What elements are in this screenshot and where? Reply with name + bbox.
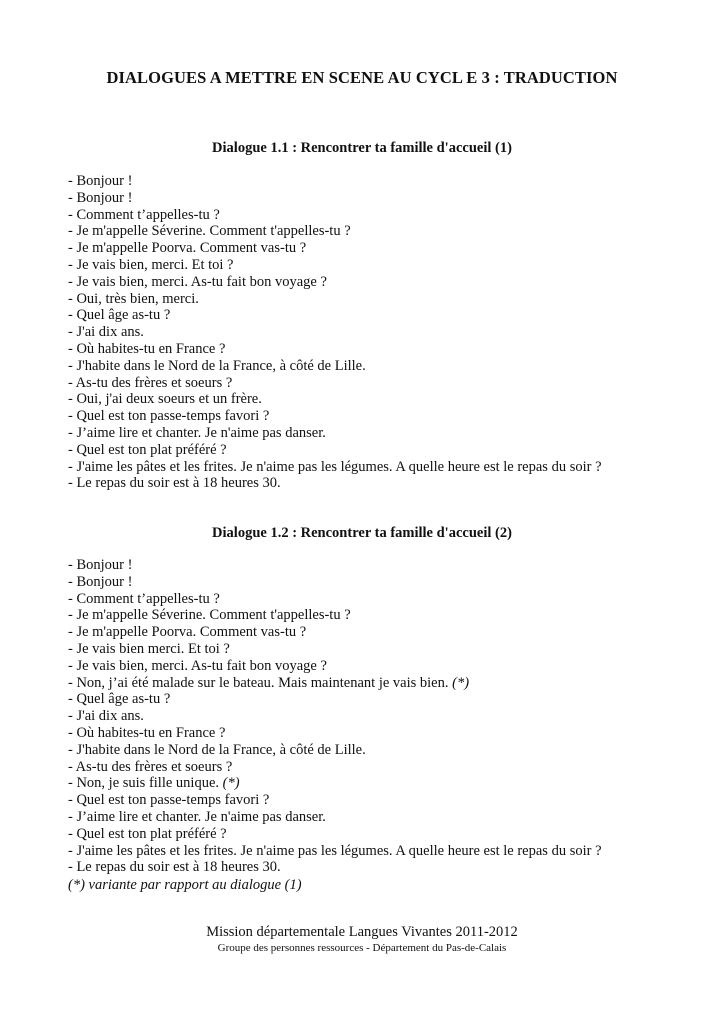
dialogue-line: [68, 591, 668, 608]
dialogue-2-lines: [68, 557, 668, 876]
dialogue-line: [68, 240, 668, 257]
dialogue-line: [68, 274, 668, 291]
dialogue-line: [68, 792, 668, 809]
dialogue-line-text: - Quel est ton plat préféré ?: [68, 441, 227, 458]
dialogue-line-text: - Où habites-tu en France ?: [68, 340, 226, 357]
dialogue-line-text: - Bonjour !: [68, 557, 133, 573]
dialogue-line-text: - Quel âge as-tu ?: [68, 691, 171, 708]
dialogue-line: [68, 190, 668, 207]
dialogue-line-text: - Quel est ton plat préféré ?: [68, 825, 227, 842]
dialogue-line: [68, 358, 668, 375]
dialogue-line: [68, 691, 668, 708]
variant-marker: (*): [222, 775, 240, 792]
dialogue-line-text: - Je vais bien, merci. Et toi ?: [68, 256, 234, 273]
dialogue-line: [68, 574, 668, 591]
dialogue-line: [68, 173, 668, 190]
dialogue-1-lines: [68, 173, 668, 492]
dialogue-line: [68, 775, 668, 792]
dialogue-line-text: - J'ai dix ans.: [68, 708, 144, 725]
footer-organization: Mission départementale Langues Vivantes 2011-2012: [206, 924, 518, 940]
dialogue-line: [68, 459, 668, 476]
dialogue-line-text: - J'habite dans le Nord de la France, à côté de Lille.: [68, 357, 366, 374]
dialogue-line: [68, 475, 668, 492]
dialogue-line-text: - Bonjour !: [68, 189, 133, 206]
dialogue-line: [68, 809, 668, 826]
dialogue-line-text: - J’aime lire et chanter. Je n'aime pas danser.: [68, 424, 326, 441]
dialogue-line-text: - Je vais bien merci. Et toi ?: [68, 640, 230, 657]
dialogue-line: [68, 708, 668, 725]
dialogue-line: [68, 375, 668, 392]
dialogue-line-text: - Où habites-tu en France ?: [68, 724, 226, 741]
dialogue-line: [68, 442, 668, 459]
page-title: DIALOGUES A METTRE EN SCENE AU CYCL E 3 : TRADUCTION: [106, 68, 618, 87]
dialogue-line-text: - As-tu des frères et soeurs ?: [68, 374, 233, 391]
dialogue-line: [68, 408, 668, 425]
dialogue-line: [68, 291, 668, 308]
variant-marker: (*): [452, 674, 470, 691]
footer-group: Groupe des personnes ressources - Département du Pas-de-Calais: [217, 942, 507, 954]
dialogue-line-text: - Le repas du soir est à 18 heures 30.: [68, 475, 281, 492]
dialogue-line: [68, 341, 668, 358]
dialogue-line: [68, 658, 668, 675]
dialogue-line-text: - J'aime les pâtes et les frites. Je n'aime pas les légumes. A quelle heure est le repas du soir ?: [68, 842, 602, 859]
dialogue-line: [68, 843, 668, 860]
dialogue-line: [68, 391, 668, 408]
dialogue-line: [68, 557, 668, 574]
dialogue-line-text: - As-tu des frères et soeurs ?: [68, 758, 233, 775]
dialogue-line-text: - Quel âge as-tu ?: [68, 307, 171, 324]
dialogue-line: [68, 425, 668, 442]
dialogue-line-text: - Comment t’appelles-tu ?: [68, 590, 220, 607]
dialogue-line-text: - Je vais bien, merci. As-tu fait bon voyage ?: [68, 657, 327, 674]
dialogue-line: [68, 641, 668, 658]
dialogue-line-text: - Je m'appelle Séverine. Comment t'appelles-tu ?: [68, 223, 351, 240]
dialogue-line-text: - Bonjour !: [68, 573, 133, 590]
dialogue-line: [68, 742, 668, 759]
dialogue-line: [68, 207, 668, 224]
dialogue-line-text: - Oui, j'ai deux soeurs et un frère.: [68, 391, 262, 408]
dialogue-line-text: - Quel est ton passe-temps favori ?: [68, 792, 270, 809]
dialogue-line: [68, 324, 668, 341]
dialogue-line: [68, 859, 668, 876]
dialogue-line: [68, 725, 668, 742]
dialogue-line-text: - J'habite dans le Nord de la France, à côté de Lille.: [68, 741, 366, 758]
dialogue-line-text: - Le repas du soir est à 18 heures 30.: [68, 859, 281, 876]
dialogue-line: [68, 759, 668, 776]
dialogue-line-text: - Bonjour !: [68, 173, 133, 189]
dialogue-line-text: - Non, j’ai été malade sur le bateau. Mais maintenant je vais bien.: [68, 674, 449, 691]
dialogue-line-text: - J'ai dix ans.: [68, 324, 144, 341]
dialogue-line-text: - Comment t’appelles-tu ?: [68, 206, 220, 223]
dialogue-line: [68, 257, 668, 274]
dialogue-line-text: - Je m'appelle Poorva. Comment vas-tu ?: [68, 240, 307, 257]
dialogue-line: [68, 307, 668, 324]
dialogue-line-text: - Oui, très bien, merci.: [68, 290, 199, 307]
dialogue-line: [68, 607, 668, 624]
dialogue-line-text: - Non, je suis fille unique.: [68, 775, 220, 792]
dialogue-line: [68, 624, 668, 641]
dialogue-line: [68, 826, 668, 843]
dialogue-line-text: - J’aime lire et chanter. Je n'aime pas danser.: [68, 808, 326, 825]
dialogue-line-text: - Je m'appelle Poorva. Comment vas-tu ?: [68, 624, 307, 641]
footnote: (*) variante par rapport au dialogue (1): [68, 877, 302, 894]
dialogue-line: [68, 675, 668, 692]
dialogue-line-text: - Je m'appelle Séverine. Comment t'appelles-tu ?: [68, 607, 351, 624]
dialogue-line: [68, 223, 668, 240]
dialogue-1-heading: Dialogue 1.1 : Rencontrer ta famille d'accueil (1): [212, 140, 512, 156]
dialogue-line-text: - J'aime les pâtes et les frites. Je n'aime pas les légumes. A quelle heure est le repas du soir ?: [68, 458, 602, 475]
dialogue-2-heading: Dialogue 1.2 : Rencontrer ta famille d'accueil (2): [212, 525, 512, 541]
dialogue-line-text: - Je vais bien, merci. As-tu fait bon voyage ?: [68, 273, 327, 290]
dialogue-line-text: - Quel est ton passe-temps favori ?: [68, 408, 270, 425]
